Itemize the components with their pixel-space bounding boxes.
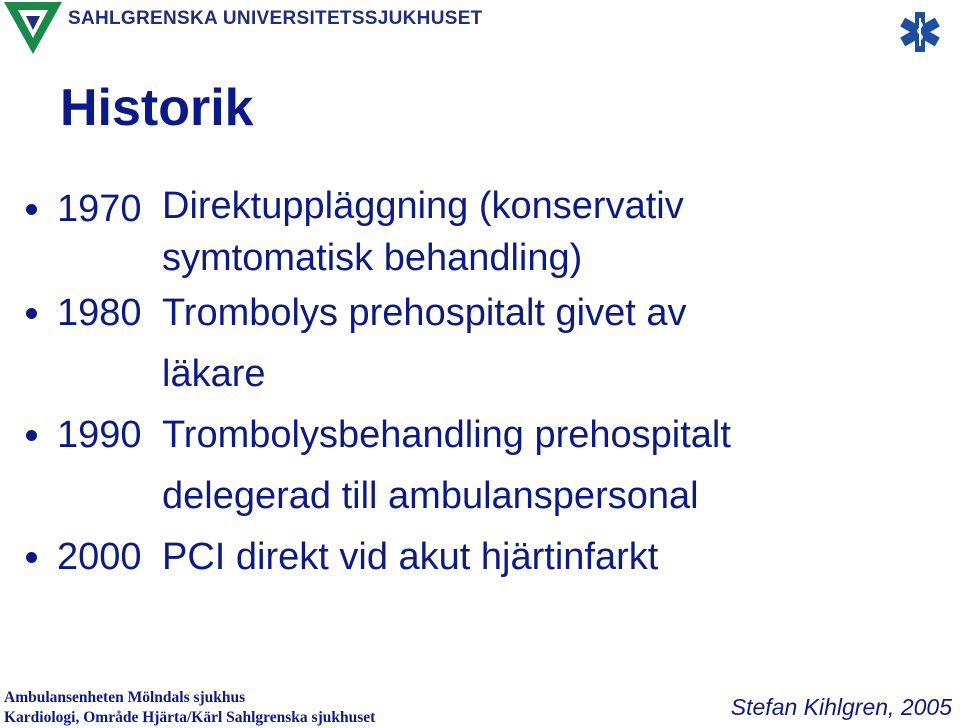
bullet-continuation: delegerad till ambulanspersonal	[162, 475, 699, 517]
bullet-year: 1990	[57, 414, 142, 456]
footer-author: Stefan Kihlgren, 2005	[730, 694, 952, 720]
bullet-item	[0, 284, 960, 406]
bullet-year: 1980	[57, 292, 142, 334]
bullet-year: 2000	[57, 536, 142, 578]
bullet-list	[0, 180, 960, 586]
bullet-continuation: läkare	[162, 353, 266, 395]
footer-line-1: Ambulansenheten Mölndals sjukhus	[4, 689, 246, 706]
footer-affiliation	[4, 688, 375, 728]
bullet-text: Trombolys prehospitalt givet av	[162, 292, 687, 334]
sahlgrenska-logo-icon	[2, 0, 64, 56]
bullet-item	[0, 528, 960, 586]
bullet-dot-icon	[26, 552, 37, 563]
bullet-year: 1970	[57, 188, 142, 230]
bullet-text: PCI direkt vid akut hjärtinfarkt	[162, 536, 659, 578]
bullet-continuation: symtomatisk behandling)	[162, 237, 583, 279]
bullet-dot-icon	[26, 204, 37, 215]
bullet-item	[0, 180, 960, 284]
bullet-text: Trombolysbehandling prehospitalt	[162, 414, 731, 456]
slide-title: Historik	[60, 79, 254, 137]
footer-line-2: Kardiologi, Område Hjärta/Kärl Sahlgrenska sjukhuset	[4, 709, 376, 726]
bullet-dot-icon	[26, 308, 37, 319]
organization-name: SAHLGRENSKA UNIVERSITETSSJUKHUSET	[68, 8, 483, 29]
star-of-life-icon	[898, 10, 942, 54]
bullet-text: Direktuppläggning (konservativ	[162, 185, 684, 227]
bullet-item	[0, 406, 960, 528]
bullet-dot-icon	[26, 430, 37, 441]
